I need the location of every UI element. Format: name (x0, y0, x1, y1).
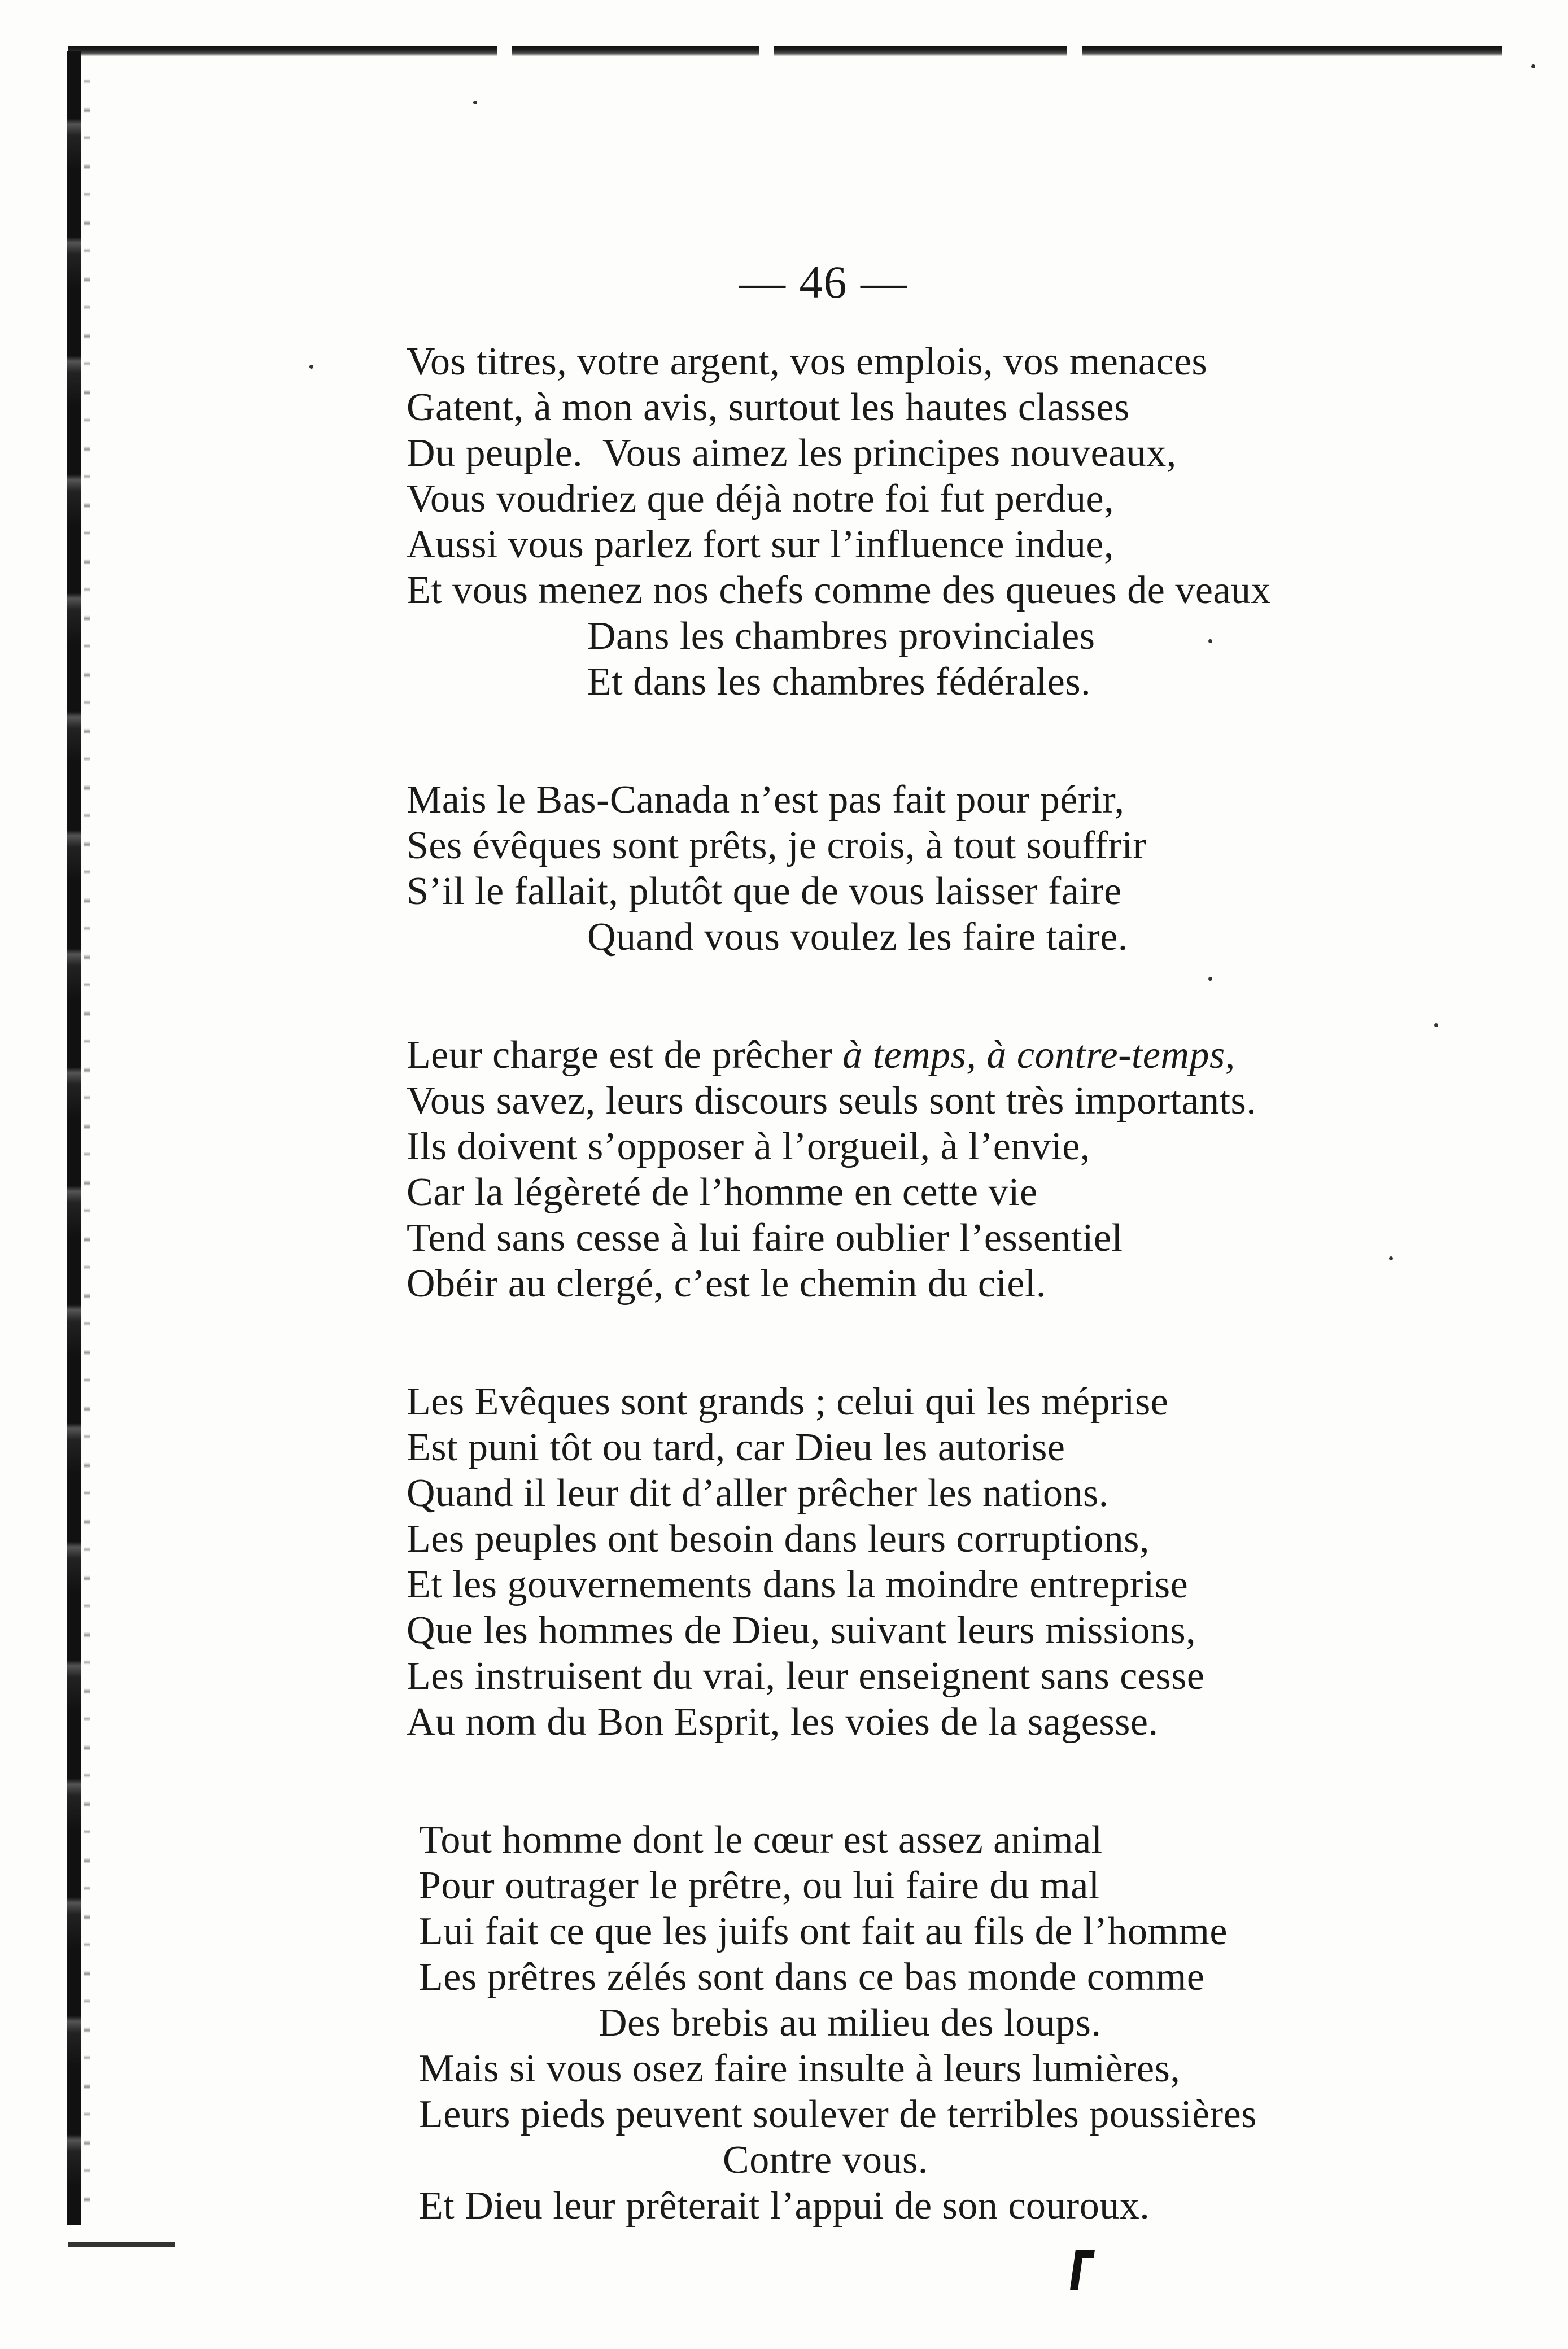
verse-line: Et dans les chambres fédérales. (587, 660, 1091, 704)
verse-line (407, 1032, 1525, 1078)
verse-line: Vos titres, votre argent, vos emplois, vos menaces (407, 340, 1208, 383)
verse-line: Est puni tôt ou tard, car Dieu les autorise (407, 1426, 1065, 1469)
verse-text: , (1225, 1033, 1235, 1077)
verse-line: Les instruisent du vrai, leur enseignent sans cesse (407, 1654, 1205, 1698)
verse-line: Ses évêques sont prêts, je crois, à tout souffrir (407, 824, 1147, 867)
verse-line: Et les gouvernements dans la moindre entreprise (407, 1563, 1189, 1606)
poem (407, 339, 1525, 2301)
bottom-edge-mark (68, 2242, 175, 2247)
stanza-3 (407, 1032, 1525, 1307)
verse-line: Tout homme dont le cœur est assez animal (419, 1818, 1103, 1862)
verse-line: S’il le fallait, plutôt que de vous laisser faire (407, 870, 1122, 913)
verse-line: Mais si vous osez faire insulte à leurs lumières, (419, 2047, 1181, 2090)
verse-line: Vous voudriez que déjà notre foi fut perdue, (407, 477, 1115, 521)
verse-line: Au nom du Bon Esprit, les voies de la sagesse. (407, 1700, 1159, 1744)
verse-line: Dans les chambres provinciales (587, 614, 1095, 658)
verse-line: Car la légèreté de l’homme en cette vie (407, 1171, 1038, 1214)
verse-line: Que les hommes de Dieu, suivant leurs missions, (407, 1609, 1196, 1652)
verse-line: Quand vous voulez les faire taire. (587, 915, 1128, 959)
verse-line: Pour outrager le prêtre, ou lui faire du mal (419, 1864, 1100, 1907)
stanza-5 (407, 1817, 1525, 2229)
verse-line: Ils doivent s’opposer à l’orgueil, à l’envie, (407, 1125, 1090, 1168)
verse-italic-text: à temps, à contre-temps (842, 1033, 1225, 1077)
stanza-2 (407, 777, 1525, 960)
verse-line: Et vous menez nos chefs comme des queues de veaux (407, 569, 1271, 612)
verse-line: Les prêtres zélés sont dans ce bas monde comme (419, 1955, 1205, 1999)
rule-gap (759, 45, 774, 60)
stanza-4 (407, 1379, 1525, 1745)
verse-line: Obéir au clergé, c’est le chemin du ciel. (407, 1262, 1046, 1306)
verse-text: Leur charge est de prêcher (407, 1033, 843, 1077)
scan-speck (473, 101, 477, 104)
verse-line: Leurs pieds peuvent soulever de terribles poussières (419, 2093, 1257, 2136)
verse-line: Quand il leur dit d’aller prêcher les nations. (407, 1472, 1109, 1515)
binding-edge-texture (84, 56, 90, 2225)
stanza-1 (407, 339, 1525, 705)
page-number: — 46 — (739, 256, 908, 308)
verse-line: Et Dieu leur prêterait l’appui de son couroux. (419, 2184, 1150, 2228)
verse-line: Lui fait ce que les juifs ont fait au fils de l’homme (419, 1910, 1228, 1953)
rule-gap (497, 45, 512, 60)
scan-speck (1531, 64, 1535, 68)
verse-line: Mais le Bas-Canada n’est pas fait pour périr, (407, 778, 1125, 822)
binding-edge (67, 51, 81, 2225)
verse-line: Du peuple. Vous aimez les principes nouveaux, (407, 431, 1177, 475)
verse-line: Vous savez, leurs discours seuls sont très importants. (407, 1079, 1257, 1123)
verse-line: Gatent, à mon avis, surtout les hautes classes (407, 386, 1130, 429)
scan-speck (309, 365, 313, 369)
verse-line: Les Evêques sont grands ; celui qui les méprise (407, 1380, 1169, 1424)
verse-line: Aussi vous parlez fort sur l’influence indue, (407, 523, 1115, 566)
verse-line: Des brebis au milieu des loups. (599, 2001, 1102, 2045)
verse-line: Contre vous. (723, 2138, 928, 2182)
top-rule (68, 46, 1502, 56)
verse-line: Tend sans cesse à lui faire oublier l’essentiel (407, 1216, 1123, 1260)
rule-gap (1067, 45, 1082, 60)
verse-line: Les peuples ont besoin dans leurs corruptions, (407, 1517, 1150, 1561)
